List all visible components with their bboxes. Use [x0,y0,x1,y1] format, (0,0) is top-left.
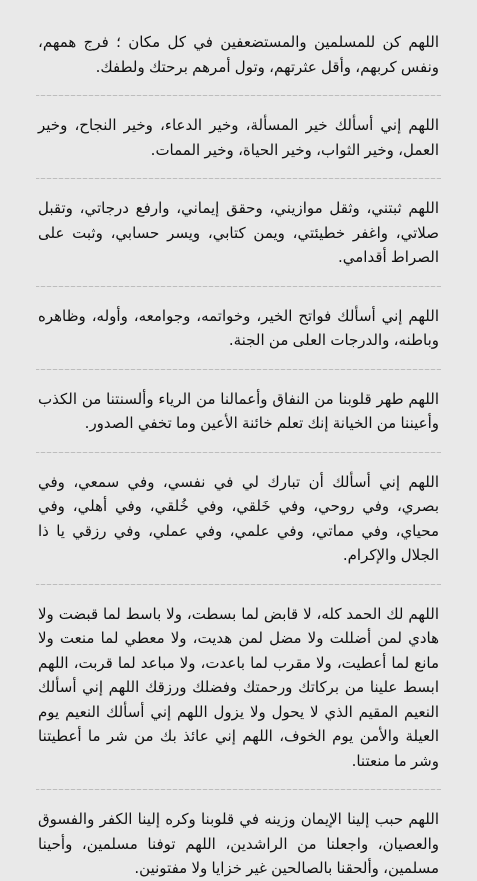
separator [36,178,441,179]
separator [36,286,441,287]
dua-paragraph: اللهم إني أسألك أن تبارك لي في نفسي، وفي سمعي، وفي بصري، وفي روحي، وفي خَلقي، وفي خُلقي، وفي أهلي، وفي محياي، وفي مماتي، وفي علمي، وفي عملي، وفي رزقي يا ذا الجلال والإكرام. [38,472,439,564]
dua-paragraph: اللهم حبب إلينا الإيمان وزينه في قلوبنا وكره إلينا الكفر والفسوق والعصيان، واجعلنا من الراشدين، اللهم توفنا مسلمين، وأحينا مسلمين، وألحقنا بالصالحين غير خزايا ولا مفتونين. [38,810,439,877]
dua-paragraph: اللهم إني أسألك فواتح الخير، وخواتمه، وجوامعه، وأوله، وظاهره وباطنه، والدرجات العلى من الجنة. [38,306,439,349]
separator [36,452,441,453]
dua-paragraph: اللهم لك الحمد كله، لا قابض لما بسطت، ولا باسط لما قبضت ولا هادي لمن أضللت ولا مضل لمن هديت، ولا معطي لما منعت ولا مانع لما أعطيت، ولا مقرب لما باعدت، ولا مباعد لما قربت، اللهم ابسط علينا من بركاتك ورحمتك وفضلك ورزقك اللهم إني أسألك النعيم المقيم الذي لا يحول ولا يزول اللهم إني أسألك النعيم يوم العيلة والأمن يوم الخوف، اللهم إني عائذ بك من شر ما أعطيتنا وشر ما منعتنا. [38,604,439,770]
separator [36,584,441,585]
dua-paragraph: اللهم كن للمسلمين والمستضعفين في كل مكان ؛ فرج همهم، ونفس كربهم، وأقل عثرتهم، وتول أمرهم برحتك ولطفك. [38,33,439,76]
dua-paragraph: اللهم طهر قلوبنا من النفاق وأعمالنا من الرياء وألسنتنا من الكذب وأعيننا من الخيانة إنك تعلم خائنة الأعين وما تخفي الصدور. [38,389,439,432]
dua-paragraph: اللهم ثبتني، وثقل موازيني، وحقق إيماني، وارفع درجاتي، وتقبل صلاتي، واغفر خطيئتي، ويمن كتابي، ويسر حسابي، وثبت على الصراط أقدامي. [38,199,439,266]
separator [36,789,441,790]
dua-paragraph: اللهم إني أسألك خير المسألة، وخير الدعاء، وخير النجاح، وخير العمل، وخير الثواب، وخير الحياة، وخير الممات. [38,116,439,159]
separator [36,369,441,370]
separator [36,95,441,96]
